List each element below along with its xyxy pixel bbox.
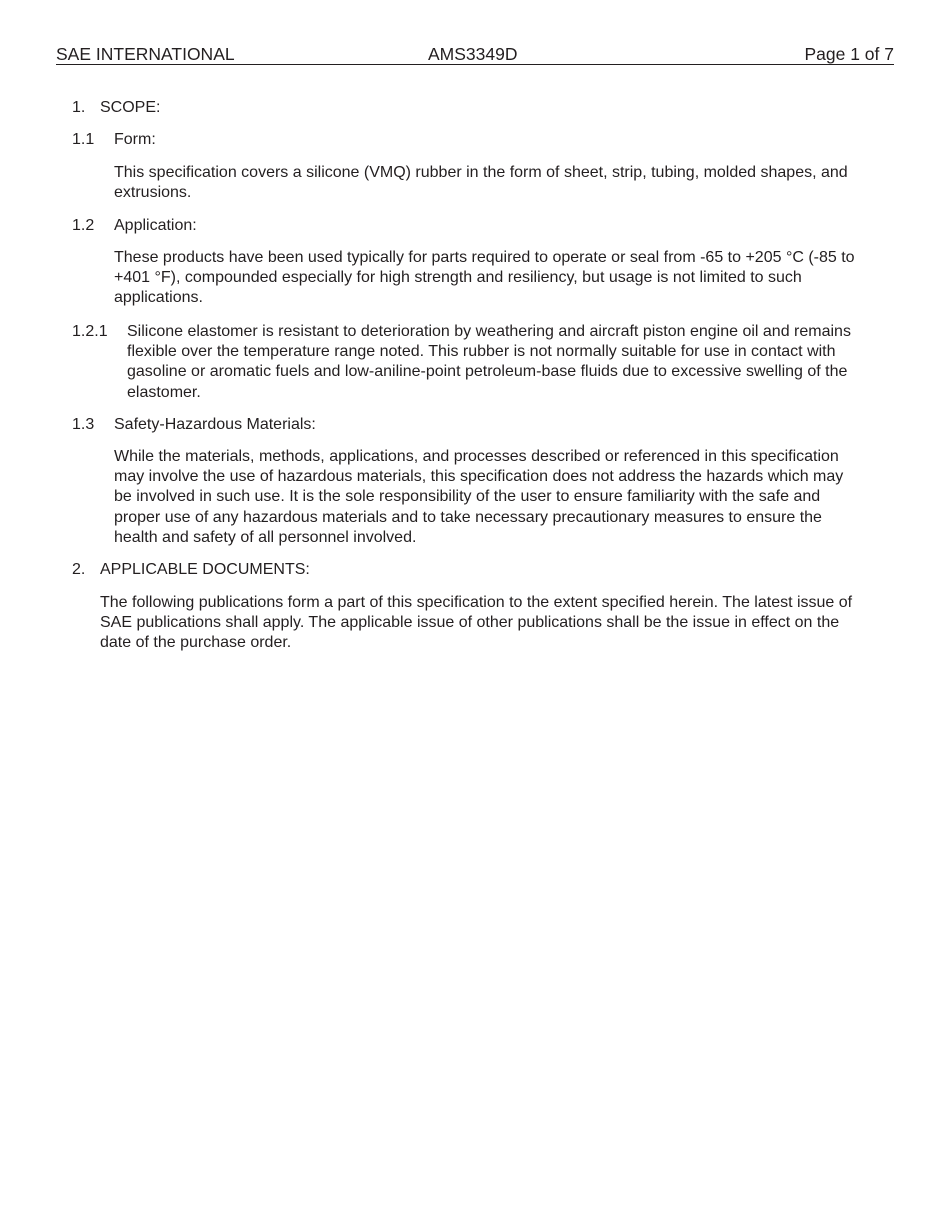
section-1-3-body: While the materials, methods, applications, and processes described or referenced in this specification may involve the use of hazardous materials, this specification does not address the hazards which may be involved in such use. It is the sole responsibility of the user to ensure familiarity with the safe and proper use of any hazardous materials and to take necessary precautionary measures to ensure the health and safety of all personnel involved. — [114, 448, 844, 546]
section-2-body: The following publications form a part of this specification to the extent specified herein. The latest issue of SAE publications shall apply. The applicable issue of other publications shall be the issue in effect on the date of the purchase order. — [100, 594, 853, 652]
section-1-2-1-body: Silicone elastomer is resistant to deterioration by weathering and aircraft piston engine oil and remains flexible over the temperature range noted. This rubber is not normally suitable for use in contact with gasoline or aromatic fuels and low-aniline-point petroleum-base fluids due to excessive swelling of the elastomer. — [127, 323, 851, 401]
header-page-number: Page 1 of 7 — [804, 44, 894, 64]
section-number: 1.2 — [72, 217, 95, 234]
page-header — [56, 44, 894, 65]
section-number: 1.3 — [72, 416, 95, 433]
section-number: 1.2.1 — [72, 323, 108, 340]
section-title: SCOPE: — [100, 99, 161, 116]
section-number: 2. — [72, 561, 86, 578]
section-number: 1. — [72, 99, 86, 116]
section-1-1-body: This specification covers a silicone (VMQ) rubber in the form of sheet, strip, tubing, molded shapes, and extrusions. — [114, 164, 848, 202]
header-organization: SAE INTERNATIONAL — [56, 44, 235, 64]
section-title: Form: — [114, 131, 156, 148]
section-title: APPLICABLE DOCUMENTS: — [100, 561, 310, 578]
section-title: Application: — [114, 217, 197, 234]
header-document-id: AMS3349D — [428, 44, 518, 64]
section-1-2-body: These products have been used typically for parts required to operate or seal from -65 to +205 °C (-85 to +401 °F), compounded especially for high strength and resiliency, but usage is not limited to such applications. — [114, 249, 855, 307]
section-number: 1.1 — [72, 131, 95, 148]
section-title: Safety-Hazardous Materials: — [114, 416, 316, 433]
